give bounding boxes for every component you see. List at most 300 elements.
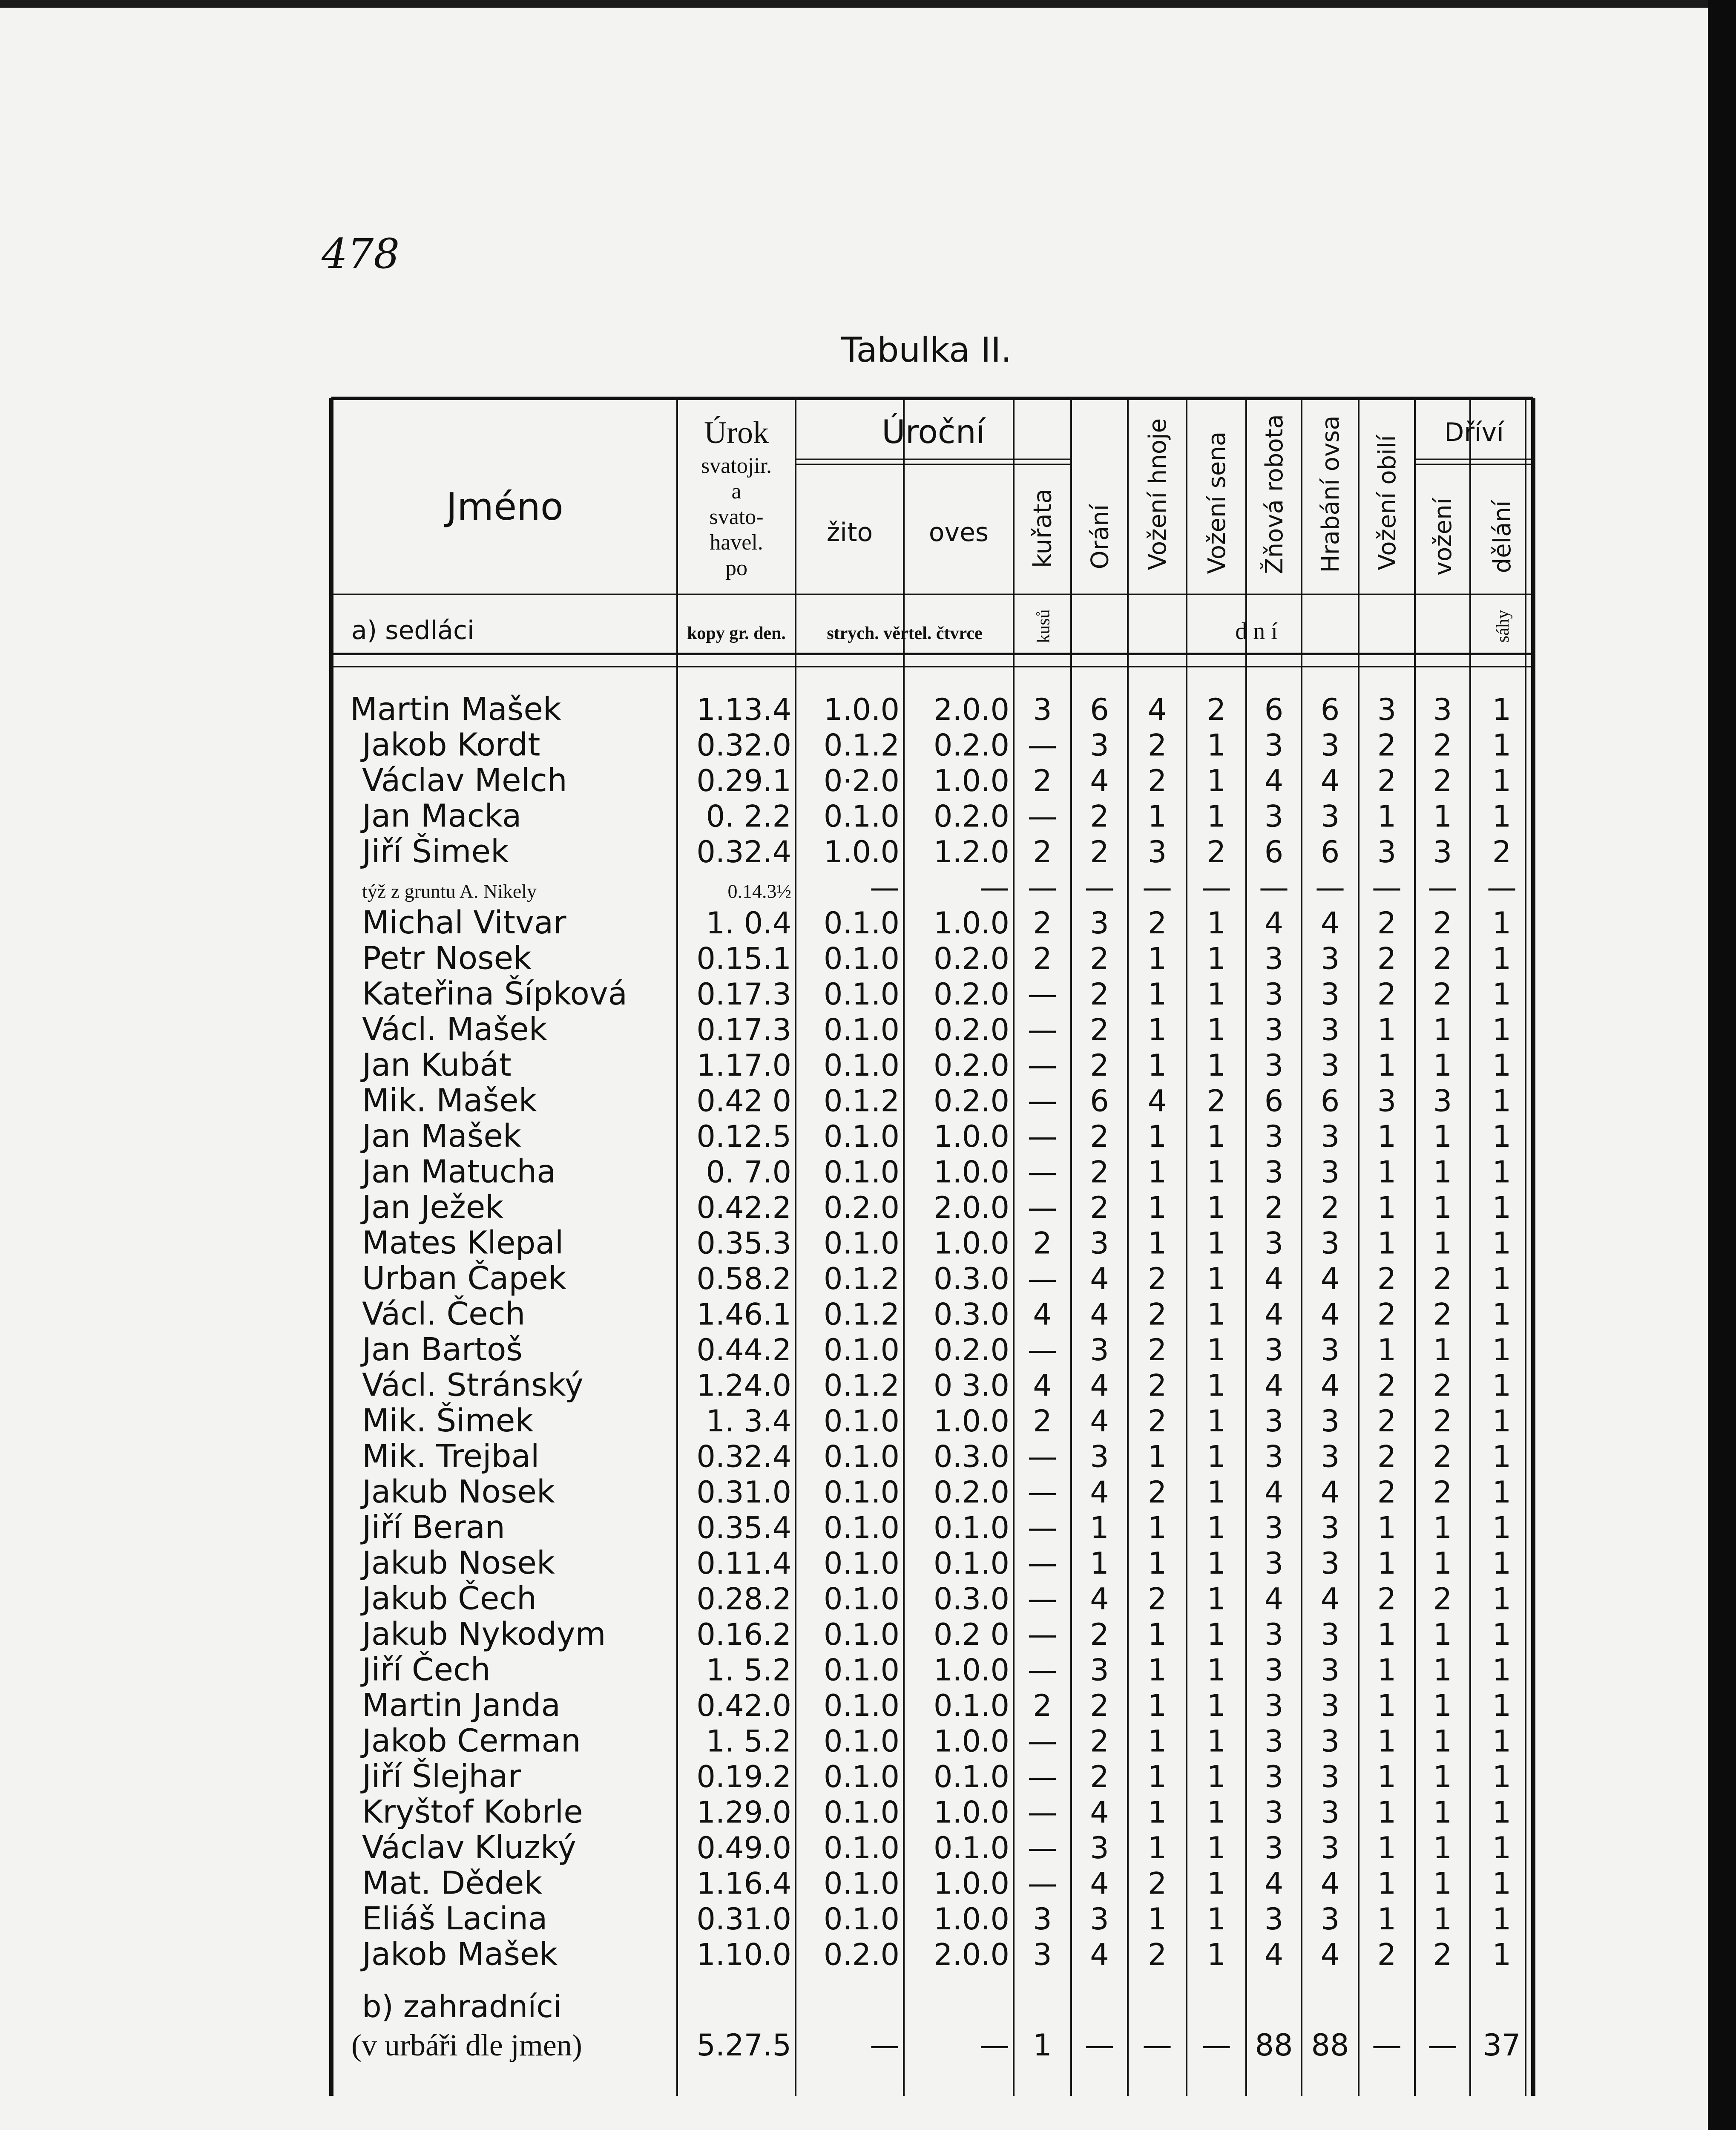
row-value: 3 xyxy=(1264,799,1284,834)
row-value: 2 xyxy=(1147,1368,1167,1403)
row-value: 6 xyxy=(1264,692,1284,727)
row-value: 2 xyxy=(1377,1297,1397,1332)
row-value: — xyxy=(1027,1439,1058,1474)
row-value: — xyxy=(870,870,900,905)
row-value: 0.1.0 xyxy=(823,1439,900,1474)
row-value: 1 xyxy=(1207,1404,1226,1439)
row-value: 1 xyxy=(1492,1759,1512,1794)
row-value: 1 xyxy=(1433,1617,1452,1652)
row-value: 1 xyxy=(1207,1617,1226,1652)
row-value: — xyxy=(1201,870,1231,905)
row-value: 1 xyxy=(1492,1261,1512,1296)
row-value: 0.1.0 xyxy=(823,1119,900,1154)
row-value: 0.2.0 xyxy=(823,1937,900,1972)
row-value: 1 xyxy=(1147,1048,1167,1083)
row-value: 4 xyxy=(1090,1475,1109,1510)
row-value: 1.0.0 xyxy=(933,1902,1009,1937)
row-value: — xyxy=(1084,870,1115,905)
footer-value: — xyxy=(1372,2028,1402,2063)
row-value: 0.3.0 xyxy=(933,1439,1009,1474)
row-value: 3 xyxy=(1320,1831,1340,1865)
row-value: 1 xyxy=(1492,1617,1512,1652)
row-value: 2 xyxy=(1377,1368,1397,1403)
row-value: 0.2.0 xyxy=(933,1083,1009,1119)
row-value: 1 xyxy=(1492,763,1512,798)
row-value: 0.1.0 xyxy=(823,1617,900,1652)
row-value: 1 xyxy=(1492,1937,1512,1972)
header-urok-sub: po xyxy=(725,556,747,580)
row-value: 0.16.2 xyxy=(696,1617,791,1652)
row-value: 2 xyxy=(1433,728,1452,763)
row-value: — xyxy=(1027,1652,1058,1688)
row-value: 3 xyxy=(1264,1724,1284,1759)
row-value: 1 xyxy=(1147,1652,1167,1688)
row-value: 2 xyxy=(1090,1154,1109,1190)
row-value: 1.0.0 xyxy=(933,763,1009,798)
row-name: Mat. Dědek xyxy=(362,1865,543,1902)
row-value: 1 xyxy=(1377,1617,1397,1652)
row-value: 1 xyxy=(1492,1688,1512,1723)
row-value: 1 xyxy=(1492,1048,1512,1083)
row-value: 3 xyxy=(1320,799,1340,834)
row-name: Michal Vitvar xyxy=(362,904,566,941)
row-value: 2 xyxy=(1090,1688,1109,1723)
row-value: — xyxy=(1027,799,1058,834)
footer-value: 88 xyxy=(1255,2028,1293,2063)
row-value: 2 xyxy=(1433,1581,1452,1617)
row-value: 1 xyxy=(1433,1902,1452,1937)
row-value: 1 xyxy=(1377,1190,1397,1225)
row-value: 1 xyxy=(1433,1119,1452,1154)
row-value: 3 xyxy=(1433,1083,1452,1119)
row-name: Jakub Nykodym xyxy=(362,1616,606,1652)
row-value: 2 xyxy=(1090,1119,1109,1154)
row-value: 2 xyxy=(1147,728,1167,763)
row-value: 1 xyxy=(1377,799,1397,834)
row-value: 0.15.1 xyxy=(696,941,791,976)
row-value: 2 xyxy=(1207,692,1226,727)
row-name: Jiří Šimek xyxy=(362,833,509,870)
row-value: 3 xyxy=(1264,1617,1284,1652)
row-value: 0.1.0 xyxy=(823,1902,900,1937)
row-value: 2 xyxy=(1433,1475,1452,1510)
row-value: 6 xyxy=(1264,1083,1284,1119)
row-value: 2 xyxy=(1147,906,1167,941)
row-value: 1.17.0 xyxy=(696,1048,791,1083)
row-value: 4 xyxy=(1264,1937,1284,1972)
row-value: 0.2.0 xyxy=(933,1012,1009,1048)
row-value: 3 xyxy=(1090,1439,1109,1474)
row-value: 1 xyxy=(1207,906,1226,941)
row-value: 2 xyxy=(1090,1617,1109,1652)
row-value: 3 xyxy=(1377,1083,1397,1119)
unit-kopy: kopy gr. den. xyxy=(687,624,786,643)
row-value: 6 xyxy=(1264,835,1284,869)
row-value: 2 xyxy=(1207,835,1226,869)
row-value: 0.44.2 xyxy=(696,1333,791,1367)
row-value: 4 xyxy=(1320,1297,1340,1332)
row-value: 1 xyxy=(1433,1546,1452,1581)
row-value: 2 xyxy=(1377,1581,1397,1617)
row-value: 0.1.0 xyxy=(823,1475,900,1510)
row-value: 2 xyxy=(1377,977,1397,1012)
header-drivi: Dříví xyxy=(1444,417,1504,447)
row-value: — xyxy=(1027,1724,1058,1759)
row-value: 1 xyxy=(1207,1261,1226,1296)
row-value: 3 xyxy=(1090,1333,1109,1367)
row-value: 0.1.0 xyxy=(933,1759,1009,1794)
row-name: Jiří Čech xyxy=(362,1651,491,1688)
row-value: 2 xyxy=(1433,906,1452,941)
row-value: 0.35.3 xyxy=(696,1226,791,1261)
row-name: Jakub Čech xyxy=(362,1580,537,1617)
row-value: 2 xyxy=(1090,977,1109,1012)
row-value: 2 xyxy=(1147,1404,1167,1439)
row-value: 1 xyxy=(1433,1652,1452,1688)
row-value: — xyxy=(1027,1154,1058,1190)
row-value: — xyxy=(1027,728,1058,763)
row-value: 1.0.0 xyxy=(933,906,1009,941)
row-value: 4 xyxy=(1264,1475,1284,1510)
row-value: 2 xyxy=(1264,1190,1284,1225)
row-value: 2 xyxy=(1377,1439,1397,1474)
row-value: 1 xyxy=(1207,1297,1226,1332)
header-urok-sub: havel. xyxy=(710,530,763,555)
header-vertical: Žňová robota xyxy=(1261,414,1288,574)
row-value: — xyxy=(1142,870,1172,905)
row-value: 1 xyxy=(1207,1652,1226,1688)
row-value: 0.2.0 xyxy=(823,1190,900,1225)
row-name: Jan Matucha xyxy=(362,1153,556,1190)
row-value: 3 xyxy=(1320,1617,1340,1652)
row-value: 0.1.2 xyxy=(823,728,900,763)
row-value: 3 xyxy=(1320,1759,1340,1794)
header-vertical: Hrabání ovsa xyxy=(1317,415,1345,573)
row-value: 1 xyxy=(1492,1226,1512,1261)
footer-value: — xyxy=(1084,2028,1115,2063)
row-value: 3 xyxy=(1320,1902,1340,1937)
row-value: 3 xyxy=(1320,1652,1340,1688)
footer-urbar-note: (v urbáři dle jmen) xyxy=(351,2028,582,2062)
row-value: 1 xyxy=(1492,1652,1512,1688)
row-value: 1 xyxy=(1492,1795,1512,1830)
row-value: 2 xyxy=(1433,763,1452,798)
row-value: 3 xyxy=(1264,1119,1284,1154)
row-value: 1.0.0 xyxy=(933,1795,1009,1830)
row-value: 1 xyxy=(1207,1581,1226,1617)
row-value: 1 xyxy=(1147,1795,1167,1830)
row-value: 0.1.0 xyxy=(823,1795,900,1830)
row-value: 1.0.0 xyxy=(823,692,900,727)
row-value: 4 xyxy=(1320,1866,1340,1901)
row-value: 0 3.0 xyxy=(933,1368,1009,1403)
row-value: 4 xyxy=(1090,1261,1109,1296)
footer-value: — xyxy=(980,2028,1009,2063)
row-value: 1 xyxy=(1492,1866,1512,1901)
row-value: 1 xyxy=(1492,1404,1512,1439)
row-value: 0.2.0 xyxy=(933,977,1009,1012)
row-value: 1 xyxy=(1207,1119,1226,1154)
row-name: Jan Ježek xyxy=(362,1189,504,1226)
row-value: 0.1.0 xyxy=(933,1688,1009,1723)
footer-value: 37 xyxy=(1483,2028,1521,2063)
row-value: 1 xyxy=(1090,1546,1109,1581)
row-name: Jan Mašek xyxy=(362,1118,521,1154)
row-value: 1 xyxy=(1207,799,1226,834)
row-value: 4 xyxy=(1147,692,1167,727)
row-value: 1 xyxy=(1207,1937,1226,1972)
row-value: 4 xyxy=(1320,1475,1340,1510)
row-name: Kateřina Šípková xyxy=(362,976,628,1012)
row-value: 3 xyxy=(1264,1831,1284,1865)
row-value: — xyxy=(1027,1795,1058,1830)
row-value: 1.2.0 xyxy=(933,835,1009,869)
row-value: 1 xyxy=(1147,1510,1167,1546)
header-vertical: Vožení sena xyxy=(1203,431,1231,574)
row-value: 0.42.0 xyxy=(696,1688,791,1723)
row-value: 1 xyxy=(1207,977,1226,1012)
row-value: 1 xyxy=(1207,728,1226,763)
footer-value: 1 xyxy=(1033,2028,1052,2063)
row-value: — xyxy=(1315,870,1345,905)
row-name: Jakub Nosek xyxy=(362,1545,555,1581)
unit-dni: d n í xyxy=(1235,618,1278,645)
row-value: 4 xyxy=(1090,1937,1109,1972)
row-value: 3 xyxy=(1264,1048,1284,1083)
row-value: 0.2.0 xyxy=(933,1475,1009,1510)
row-value: 2 xyxy=(1320,1190,1340,1225)
row-value: 1 xyxy=(1377,1759,1397,1794)
row-value: 2 xyxy=(1033,941,1052,976)
row-value: 0.1.0 xyxy=(823,1759,900,1794)
row-value: 0.1.0 xyxy=(823,1333,900,1367)
row-value: 2 xyxy=(1433,1368,1452,1403)
footer-section-b: b) zahradníci xyxy=(362,1989,562,2024)
row-value: 0.42 0 xyxy=(696,1083,791,1119)
row-value: 2 xyxy=(1147,1581,1167,1617)
row-value: 3 xyxy=(1320,1688,1340,1723)
row-value: 1 xyxy=(1377,1226,1397,1261)
row-value: 0.49.0 xyxy=(696,1831,791,1865)
row-value: 1 xyxy=(1492,906,1512,941)
footer-value: 88 xyxy=(1311,2028,1349,2063)
row-value: 2 xyxy=(1033,1688,1052,1723)
row-value: 1. 3.4 xyxy=(706,1404,791,1439)
row-value: 2 xyxy=(1090,1048,1109,1083)
row-value: — xyxy=(980,870,1009,905)
row-value: 3 xyxy=(1264,1333,1284,1367)
row-value: 1 xyxy=(1492,977,1512,1012)
row-value: 1 xyxy=(1433,1795,1452,1830)
row-value: 1 xyxy=(1492,1119,1512,1154)
row-value: 2 xyxy=(1433,977,1452,1012)
row-value: 1 xyxy=(1207,1439,1226,1474)
row-value: 1 xyxy=(1377,1866,1397,1901)
row-value: — xyxy=(1027,1048,1058,1083)
row-value: — xyxy=(1027,1759,1058,1794)
row-value: 3 xyxy=(1377,835,1397,869)
header-vertical: Vožení obilí xyxy=(1374,435,1401,570)
row-value: 0.35.4 xyxy=(696,1510,791,1546)
row-value: 3 xyxy=(1090,906,1109,941)
row-value: 3 xyxy=(1264,1012,1284,1048)
row-value: 0.32.4 xyxy=(696,835,791,869)
row-value: 0.1.0 xyxy=(933,1510,1009,1546)
row-value: 0.14.3½ xyxy=(727,880,791,902)
row-value: 2 xyxy=(1147,1866,1167,1901)
header-zito: žito xyxy=(826,518,873,547)
row-name: týž z gruntu A. Nikely xyxy=(362,880,537,902)
row-value: 0.2.0 xyxy=(933,728,1009,763)
row-value: 1.0.0 xyxy=(933,1724,1009,1759)
row-value: 2 xyxy=(1090,1724,1109,1759)
row-name: Mik. Trejbal xyxy=(362,1438,540,1475)
row-value: — xyxy=(1027,1831,1058,1865)
row-value: 3 xyxy=(1320,941,1340,976)
row-value: — xyxy=(1027,1866,1058,1901)
row-value: 0.1.0 xyxy=(823,1012,900,1048)
row-value: 4 xyxy=(1090,1866,1109,1901)
row-value: 1 xyxy=(1207,1048,1226,1083)
row-value: 3 xyxy=(1264,1795,1284,1830)
row-value: 3 xyxy=(1264,1902,1284,1937)
row-value: 2 xyxy=(1492,835,1512,869)
row-value: 3 xyxy=(1320,1439,1340,1474)
row-value: 0.32.0 xyxy=(696,728,791,763)
row-name: Václav Melch xyxy=(362,762,567,799)
row-value: 4 xyxy=(1147,1083,1167,1119)
row-value: 3 xyxy=(1264,941,1284,976)
row-value: 0. 2.2 xyxy=(706,799,791,834)
row-value: — xyxy=(1428,870,1457,905)
row-name: Mik. Mašek xyxy=(362,1082,537,1119)
row-value: 6 xyxy=(1090,692,1109,727)
row-value: 1 xyxy=(1207,1510,1226,1546)
row-value: 1 xyxy=(1492,1439,1512,1474)
unit-kusu: kusů xyxy=(1034,609,1054,643)
row-value: 4 xyxy=(1264,906,1284,941)
row-value: 0.1.0 xyxy=(823,1226,900,1261)
header-delani: dělání xyxy=(1489,500,1516,573)
row-value: 1 xyxy=(1207,1902,1226,1937)
row-value: 1 xyxy=(1377,1795,1397,1830)
row-value: 1 xyxy=(1492,799,1512,834)
header-vertical: Orání xyxy=(1086,504,1114,570)
unit-strych: strych. věrtel. čtvrce xyxy=(827,624,983,643)
row-name: Václ. Mašek xyxy=(362,1011,547,1048)
row-value: 2 xyxy=(1377,728,1397,763)
row-value: 0.1.0 xyxy=(823,941,900,976)
row-value: 1 xyxy=(1377,1119,1397,1154)
row-value: 1 xyxy=(1492,1724,1512,1759)
row-value: 3 xyxy=(1033,1902,1052,1937)
row-value: 1 xyxy=(1207,1724,1226,1759)
row-value: 3 xyxy=(1320,1226,1340,1261)
row-value: 6 xyxy=(1320,835,1340,869)
row-value: 0.12.5 xyxy=(696,1119,791,1154)
row-value: 1 xyxy=(1147,977,1167,1012)
row-value: 0.1.0 xyxy=(823,1404,900,1439)
row-value: 4 xyxy=(1090,1297,1109,1332)
row-name: Jakob Cerman xyxy=(362,1722,581,1759)
footer-value: — xyxy=(1201,2028,1231,2063)
row-value: 0.3.0 xyxy=(933,1261,1009,1296)
row-name: Jan Bartoš xyxy=(362,1331,523,1368)
row-value: 1 xyxy=(1492,1902,1512,1937)
footer-value: — xyxy=(1142,2028,1172,2063)
row-value: 1 xyxy=(1147,1688,1167,1723)
row-value: 1 xyxy=(1147,799,1167,834)
row-value: 0.11.4 xyxy=(696,1546,791,1581)
row-value: 1 xyxy=(1207,1190,1226,1225)
row-value: 4 xyxy=(1090,1795,1109,1830)
row-value: 3 xyxy=(1433,835,1452,869)
row-value: 1 xyxy=(1147,941,1167,976)
row-value: 4 xyxy=(1090,1581,1109,1617)
row-value: 1 xyxy=(1492,941,1512,976)
row-value: — xyxy=(1027,1546,1058,1581)
row-value: 3 xyxy=(1264,1688,1284,1723)
header-urok-sub: a xyxy=(731,479,742,504)
header-name: Jméno xyxy=(446,485,563,529)
row-name: Kryštof Kobrle xyxy=(362,1793,583,1831)
row-name: Václ. Stránský xyxy=(362,1367,583,1404)
row-value: 2 xyxy=(1377,763,1397,798)
row-value: 3 xyxy=(1033,692,1052,727)
row-name: Martin Mašek xyxy=(350,691,561,728)
row-name: Mik. Šimek xyxy=(362,1402,534,1439)
row-value: 1 xyxy=(1207,1795,1226,1830)
row-value: — xyxy=(1027,1083,1058,1119)
row-value: 3 xyxy=(1264,1154,1284,1190)
row-name: Václav Kluzký xyxy=(362,1829,576,1866)
row-value: 1 xyxy=(1377,1902,1397,1937)
row-value: 0.31.0 xyxy=(696,1475,791,1510)
row-value: — xyxy=(1027,1475,1058,1510)
row-value: 3 xyxy=(1090,1831,1109,1865)
row-value: — xyxy=(1027,1261,1058,1296)
row-value: 2 xyxy=(1147,1297,1167,1332)
row-value: 1.0.0 xyxy=(933,1154,1009,1190)
row-value: 1 xyxy=(1433,1831,1452,1865)
row-value: 4 xyxy=(1264,763,1284,798)
row-value: 0.1.0 xyxy=(823,1866,900,1901)
row-value: — xyxy=(1259,870,1289,905)
row-value: 1 xyxy=(1207,1226,1226,1261)
row-value: 3 xyxy=(1264,1404,1284,1439)
row-value: 3 xyxy=(1320,1048,1340,1083)
row-value: 2 xyxy=(1377,1937,1397,1972)
row-value: 3 xyxy=(1090,1902,1109,1937)
row-value: 0.1.0 xyxy=(823,1546,900,1581)
row-value: 3 xyxy=(1320,1510,1340,1546)
row-value: 2.0.0 xyxy=(933,1190,1009,1225)
row-value: 1 xyxy=(1492,1190,1512,1225)
header-kurata: kuřata xyxy=(1028,488,1057,568)
row-value: 2 xyxy=(1433,1404,1452,1439)
row-value: 1 xyxy=(1207,1866,1226,1901)
row-value: 4 xyxy=(1264,1581,1284,1617)
row-value: 2 xyxy=(1033,1226,1052,1261)
row-value: 1 xyxy=(1147,1190,1167,1225)
row-value: 3 xyxy=(1320,1724,1340,1759)
row-value: 1 xyxy=(1492,1368,1512,1403)
row-value: 1 xyxy=(1433,1048,1452,1083)
row-value: 1 xyxy=(1377,1652,1397,1688)
row-value: 6 xyxy=(1320,692,1340,727)
row-value: 1 xyxy=(1147,1226,1167,1261)
section-a: a) sedláci xyxy=(351,616,474,645)
